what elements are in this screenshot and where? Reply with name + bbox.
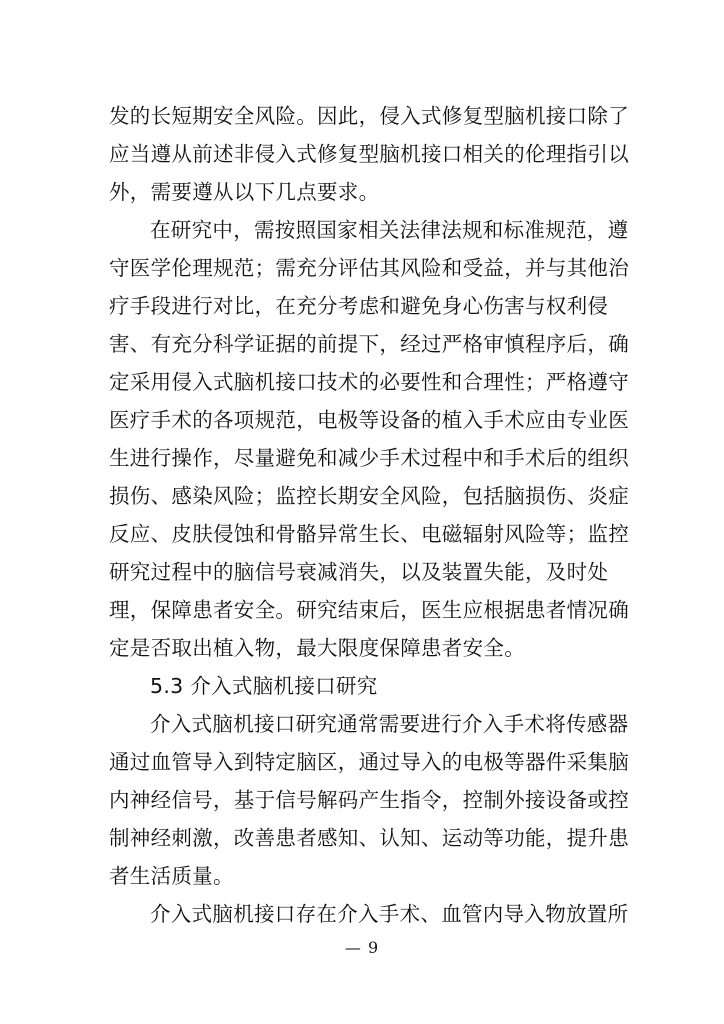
text-line: 制神经刺激，改善患者感知、认知、运动等功能，提升患 xyxy=(109,826,629,850)
text-line: 研究过程中的脑信号衰减消失，以及装置失能，及时处 xyxy=(109,560,609,584)
text-line: 损伤、感染风险；监控长期安全风险，包括脑损伤、炎症 xyxy=(109,484,629,508)
text-line: 内神经信号，基于信号解码产生指令，控制外接设备或控 xyxy=(109,788,629,812)
text-line: 生进行操作，尽量避免和减少手术过程中和手术后的组织 xyxy=(109,446,629,470)
text-line: 守医学伦理规范；需充分评估其风险和受益，并与其他治 xyxy=(109,256,629,280)
text-line: 理，保障患者安全。研究结束后，医生应根据患者情况确 xyxy=(109,598,629,622)
text-line: 医疗手术的各项规范，电极等设备的植入手术应由专业医 xyxy=(109,408,629,432)
text-line: 应当遵从前述非侵入式修复型脑机接口相关的伦理指引以 xyxy=(109,142,629,166)
text-line: 外，需要遵从以下几点要求。 xyxy=(109,180,380,204)
paragraph-first-line: 在研究中，需按照国家相关法律法规和标准规范，遵 xyxy=(150,218,629,242)
text-line: 通过血管导入到特定脑区，通过导入的电极等器件采集脑 xyxy=(109,750,629,774)
text-line: 害、有充分科学证据的前提下，经过严格审慎程序后，确 xyxy=(109,332,629,356)
page-number: — 9 xyxy=(344,938,380,957)
text-line: 定采用侵入式脑机接口技术的必要性和合理性；严格遵守 xyxy=(109,370,629,394)
section-heading: 5.3 介入式脑机接口研究 xyxy=(150,674,378,698)
text-line: 定是否取出植入物，最大限度保障患者安全。 xyxy=(109,636,525,660)
paragraph-first-line: 介入式脑机接口存在介入手术、血管内导入物放置所 xyxy=(150,902,629,926)
text-line: 发的长短期安全风险。因此，侵入式修复型脑机接口除了 xyxy=(109,104,629,128)
text-line: 反应、皮肤侵蚀和骨骼异常生长、电磁辐射风险等；监控 xyxy=(109,522,629,546)
paragraph-first-line: 介入式脑机接口研究通常需要进行介入手术将传感器 xyxy=(150,712,629,736)
text-line: 者生活质量。 xyxy=(109,864,234,888)
text-line: 疗手段进行对比，在充分考虑和避免身心伤害与权利侵 xyxy=(109,294,609,318)
